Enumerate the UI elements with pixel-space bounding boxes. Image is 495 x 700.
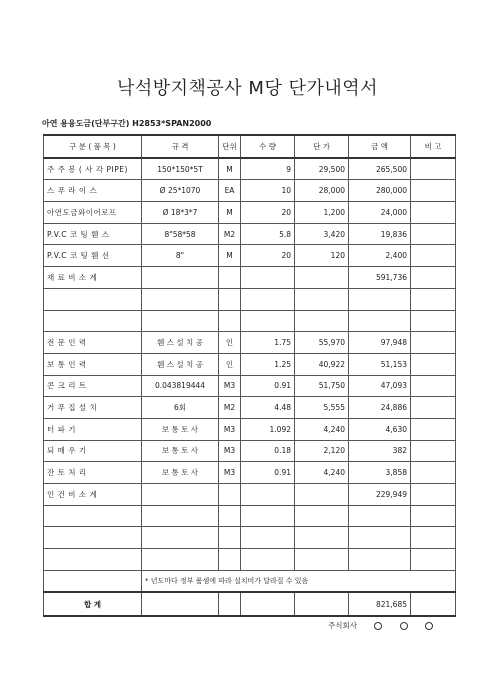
table-row [44, 288, 456, 310]
circle-mark [400, 622, 408, 630]
row-unit-price: 51,750 [295, 375, 349, 397]
table-row [44, 332, 456, 354]
row-quantity: 0.18 [241, 440, 295, 462]
row-unit-price [295, 505, 349, 527]
row-spec: 휀 스 설 치 공 [142, 332, 219, 354]
row-quantity [241, 505, 295, 527]
table-row [44, 418, 456, 440]
row-spec: 보 통 토 사 [142, 440, 219, 462]
row-remarks [411, 245, 456, 267]
row-unit: M [219, 245, 241, 267]
row-spec: 보 통 토 사 [142, 418, 219, 440]
row-remarks [411, 223, 456, 245]
table-row [44, 353, 456, 375]
row-amount: 24,886 [349, 397, 411, 419]
row-amount: 229,949 [349, 484, 411, 506]
row-quantity: 1.75 [241, 332, 295, 354]
row-remarks [411, 505, 456, 527]
row-quantity: 1.092 [241, 418, 295, 440]
row-unit-price: 120 [295, 245, 349, 267]
unit-price-table [43, 134, 456, 617]
row-spec: 8" [142, 245, 219, 267]
row-category: 주 주 봉 ( 사 각 PIPE) [44, 158, 142, 180]
row-unit: M3 [219, 375, 241, 397]
row-unit [219, 505, 241, 527]
circle-mark [425, 622, 433, 630]
row-category: 인 건 비 소 계 [44, 484, 142, 506]
row-unit-price: 1,200 [295, 202, 349, 224]
row-unit-price [295, 288, 349, 310]
row-quantity: 9 [241, 158, 295, 180]
row-category: 되 메 우 기 [44, 440, 142, 462]
row-unit-price: 5,555 [295, 397, 349, 419]
row-unit: M2 [219, 397, 241, 419]
header-unit-price: 단 가 [295, 135, 349, 158]
row-remarks [411, 462, 456, 484]
row-unit: M3 [219, 418, 241, 440]
row-unit: M3 [219, 440, 241, 462]
row-unit-price: 3,420 [295, 223, 349, 245]
row-spec [142, 310, 219, 332]
row-remarks [411, 180, 456, 202]
row-amount: 3,858 [349, 462, 411, 484]
row-unit: M [219, 202, 241, 224]
row-quantity [241, 527, 295, 549]
row-unit: M [219, 158, 241, 180]
table-row [44, 202, 456, 224]
row-category: 잔 토 처 리 [44, 462, 142, 484]
row-amount: 591,736 [349, 267, 411, 289]
row-quantity: 20 [241, 202, 295, 224]
row-amount: 2,400 [349, 245, 411, 267]
row-remarks [411, 375, 456, 397]
total-amount: 821,685 [349, 592, 411, 616]
row-amount: 265,500 [349, 158, 411, 180]
table-body [44, 158, 456, 571]
row-quantity [241, 267, 295, 289]
row-quantity [241, 288, 295, 310]
row-category: 터 파 기 [44, 418, 142, 440]
row-spec [142, 267, 219, 289]
note-row [44, 570, 456, 592]
row-quantity [241, 484, 295, 506]
row-unit [219, 310, 241, 332]
row-spec: 6회 [142, 397, 219, 419]
row-category [44, 549, 142, 571]
row-unit-price: 55,970 [295, 332, 349, 354]
row-unit [219, 549, 241, 571]
row-remarks [411, 332, 456, 354]
document-subtitle: 아연 용융도금(단부구간) H2853*SPAN2000 [42, 119, 212, 128]
note-text: * 년도마다 정부 품셈에 따라 설치비가 달라질 수 있음 [142, 570, 456, 592]
row-amount [349, 549, 411, 571]
row-spec: Ø 18*3*7 [142, 202, 219, 224]
row-unit-price: 29,500 [295, 158, 349, 180]
row-spec: 보 통 토 사 [142, 462, 219, 484]
row-unit-price: 4,240 [295, 462, 349, 484]
row-category: 재 료 비 소 계 [44, 267, 142, 289]
row-category: 전 문 인 력 [44, 332, 142, 354]
table-row [44, 549, 456, 571]
row-unit-price: 28,000 [295, 180, 349, 202]
row-remarks [411, 527, 456, 549]
table-row [44, 462, 456, 484]
table-row [44, 180, 456, 202]
company-label: 주식회사 [328, 621, 357, 630]
circle-mark [374, 622, 382, 630]
row-unit-price [295, 549, 349, 571]
table-row [44, 505, 456, 527]
row-quantity: 5.8 [241, 223, 295, 245]
table-row [44, 397, 456, 419]
row-unit [219, 288, 241, 310]
row-quantity: 4.48 [241, 397, 295, 419]
row-remarks [411, 310, 456, 332]
row-unit-price [295, 310, 349, 332]
row-unit-price [295, 527, 349, 549]
header-spec: 규 격 [142, 135, 219, 158]
header-unit: 단위 [219, 135, 241, 158]
row-remarks [411, 353, 456, 375]
row-category [44, 505, 142, 527]
row-remarks [411, 484, 456, 506]
row-spec: Ø 25*1070 [142, 180, 219, 202]
row-spec [142, 288, 219, 310]
row-unit [219, 527, 241, 549]
row-unit [219, 267, 241, 289]
row-spec [142, 527, 219, 549]
row-amount: 19,836 [349, 223, 411, 245]
row-unit: 인 [219, 332, 241, 354]
table-row [44, 267, 456, 289]
table-row [44, 223, 456, 245]
row-unit-price [295, 484, 349, 506]
row-category: P.V.C 코 팅 휀 선 [44, 245, 142, 267]
row-amount [349, 505, 411, 527]
row-unit-price: 40,922 [295, 353, 349, 375]
row-unit: 인 [219, 353, 241, 375]
row-amount: 4,630 [349, 418, 411, 440]
row-remarks [411, 418, 456, 440]
row-remarks [411, 158, 456, 180]
table-row [44, 310, 456, 332]
total-label: 합 계 [44, 592, 142, 616]
row-category: 거 푸 집 설 치 [44, 397, 142, 419]
row-category [44, 288, 142, 310]
row-unit [219, 484, 241, 506]
row-remarks [411, 267, 456, 289]
table-row [44, 158, 456, 180]
row-unit: M2 [219, 223, 241, 245]
row-unit-price: 4,240 [295, 418, 349, 440]
row-quantity: 0.91 [241, 462, 295, 484]
row-spec [142, 549, 219, 571]
row-remarks [411, 440, 456, 462]
header-amount: 금 액 [349, 135, 411, 158]
row-category [44, 527, 142, 549]
row-amount: 24,000 [349, 202, 411, 224]
row-unit: M3 [219, 462, 241, 484]
row-spec: 휀 스 설 치 공 [142, 353, 219, 375]
row-quantity [241, 549, 295, 571]
row-quantity: 1.25 [241, 353, 295, 375]
row-quantity: 20 [241, 245, 295, 267]
header-remarks: 비 고 [411, 135, 456, 158]
total-row [44, 592, 456, 616]
company-signature [328, 620, 433, 631]
row-spec [142, 505, 219, 527]
row-unit: EA [219, 180, 241, 202]
row-amount: 97,948 [349, 332, 411, 354]
row-quantity: 0.91 [241, 375, 295, 397]
row-amount [349, 288, 411, 310]
row-remarks [411, 397, 456, 419]
row-amount: 382 [349, 440, 411, 462]
row-spec: 8"58*58 [142, 223, 219, 245]
table-row [44, 245, 456, 267]
header-category: 구 분 ( 품 목 ) [44, 135, 142, 158]
row-unit-price: 2,120 [295, 440, 349, 462]
row-amount [349, 310, 411, 332]
table-row [44, 527, 456, 549]
row-category: P.V.C 코 팅 휀 스 [44, 223, 142, 245]
row-quantity [241, 310, 295, 332]
document-title: 낙석방지책공사 M당 단가내역서 [116, 78, 379, 99]
row-category [44, 310, 142, 332]
row-unit-price [295, 267, 349, 289]
row-quantity: 10 [241, 180, 295, 202]
table-row [44, 440, 456, 462]
row-spec: 150*150*5T [142, 158, 219, 180]
row-remarks [411, 288, 456, 310]
row-spec [142, 484, 219, 506]
row-amount: 51,153 [349, 353, 411, 375]
row-category: 스 푸 라 이 스 [44, 180, 142, 202]
row-amount [349, 527, 411, 549]
table-row [44, 484, 456, 506]
row-amount: 280,000 [349, 180, 411, 202]
header-quantity: 수 량 [241, 135, 295, 158]
row-category: 콘 크 리 트 [44, 375, 142, 397]
row-remarks [411, 549, 456, 571]
row-spec: 0.043819444 [142, 375, 219, 397]
row-category: 보 통 인 력 [44, 353, 142, 375]
row-remarks [411, 202, 456, 224]
row-amount: 47,093 [349, 375, 411, 397]
table-header-row [44, 135, 456, 158]
row-category: 아연도금와이어로프 [44, 202, 142, 224]
table-row [44, 375, 456, 397]
